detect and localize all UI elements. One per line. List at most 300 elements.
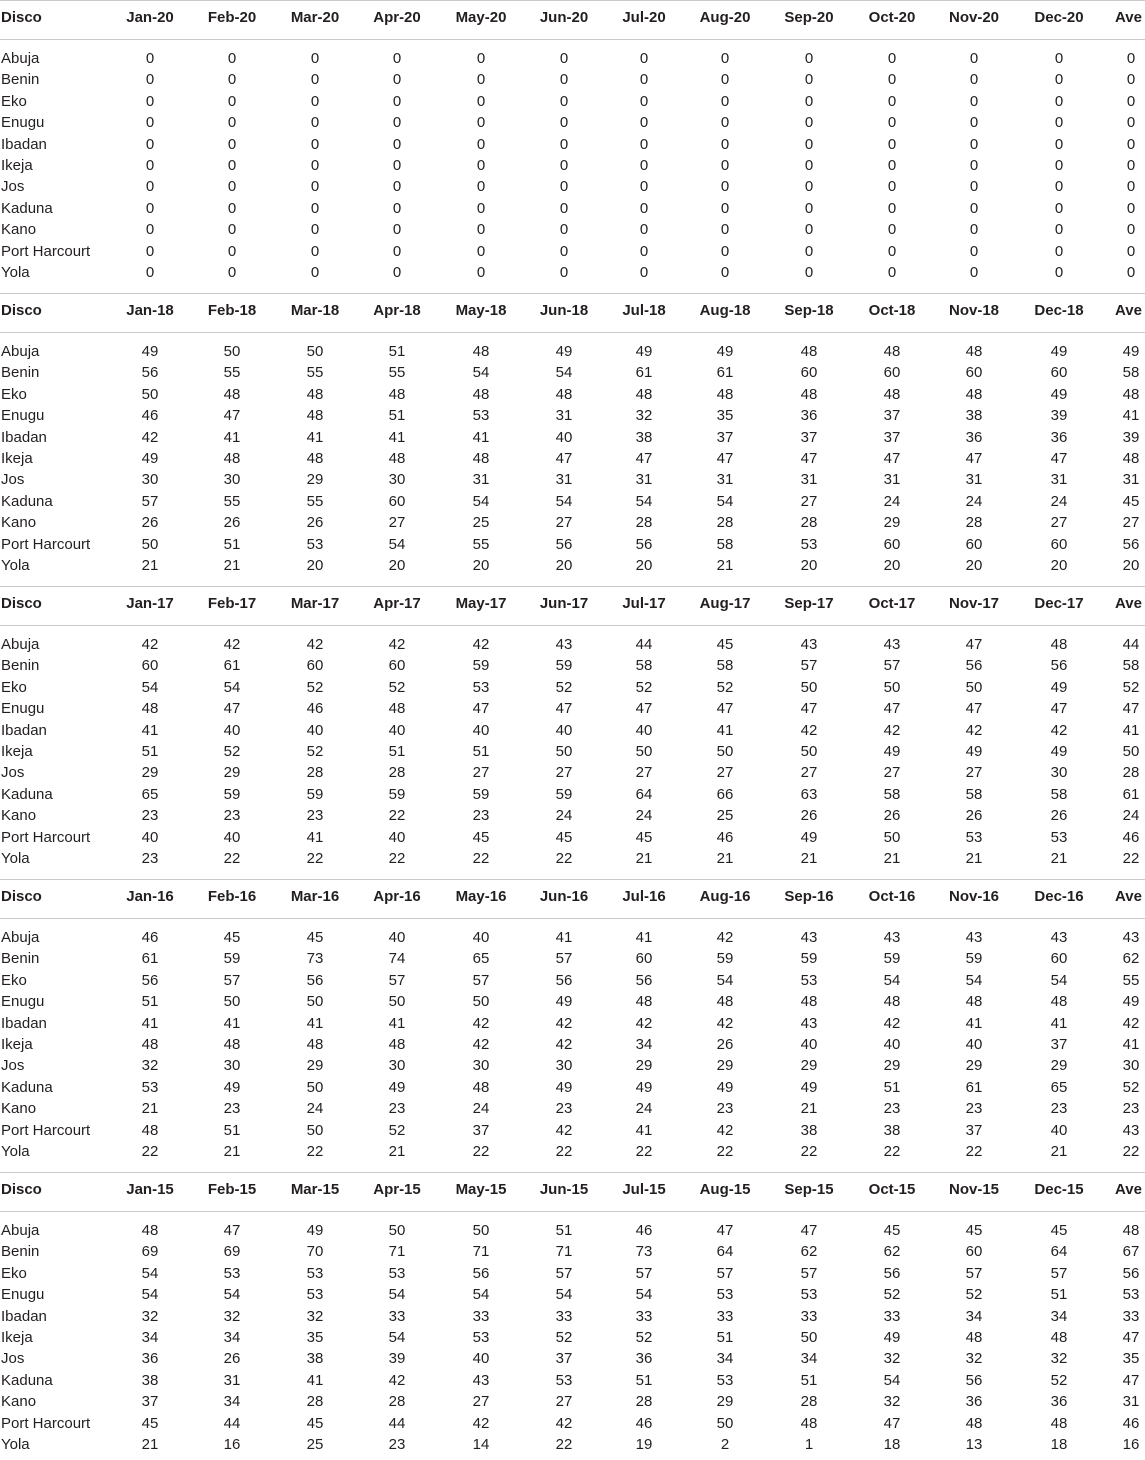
table-cell: 42 xyxy=(883,721,901,739)
column-header-month: Mar-16 xyxy=(290,888,340,905)
table-cell: 42 xyxy=(716,1121,734,1139)
table-cell-ave: 56 xyxy=(1122,535,1140,553)
table-cell: 42 xyxy=(555,1414,573,1432)
table-cell-ave: 0 xyxy=(1126,71,1136,89)
table-cell: 27 xyxy=(1050,514,1068,532)
table-cell: 33 xyxy=(883,1307,901,1325)
table-cell: 30 xyxy=(472,1057,490,1075)
table-cell: 57 xyxy=(388,971,406,989)
table-cell: 0 xyxy=(1054,114,1064,132)
table-cell: 49 xyxy=(223,1078,241,1096)
table-cell: 53 xyxy=(800,1286,818,1304)
table-cell: 57 xyxy=(555,1264,573,1282)
table-cell: 46 xyxy=(306,700,324,718)
table-cell: 36 xyxy=(1050,1393,1068,1411)
table-cell: 73 xyxy=(306,950,324,968)
table-cell: 41 xyxy=(306,1014,324,1032)
table-cell-ave: 42 xyxy=(1122,1014,1140,1032)
table-cell: 45 xyxy=(883,1222,901,1239)
table-cell: 61 xyxy=(223,657,241,675)
table-cell: 47 xyxy=(223,407,241,425)
table-cell: 31 xyxy=(1050,471,1068,489)
table-cell: 49 xyxy=(965,743,983,760)
table-cell: 53 xyxy=(388,1264,406,1282)
table-cell: 61 xyxy=(141,950,159,968)
table-cell: 53 xyxy=(223,1264,241,1282)
column-header-ave: Ave xyxy=(1115,888,1142,905)
table-cell: 54 xyxy=(883,1371,901,1389)
table-cell: 22 xyxy=(141,1143,159,1160)
column-header-month: Jan-16 xyxy=(126,888,174,905)
table-cell: 29 xyxy=(223,764,241,782)
table-cell: 30 xyxy=(388,471,406,489)
table-cell: 0 xyxy=(639,92,649,110)
table-cell: 56 xyxy=(472,1264,490,1282)
table-cell: 33 xyxy=(800,1307,818,1325)
table-cell: 0 xyxy=(145,50,155,67)
table-cell: 48 xyxy=(716,385,734,403)
column-header-month: Sep-20 xyxy=(784,9,834,26)
table-cell: 42 xyxy=(1050,721,1068,739)
table-cell: 0 xyxy=(804,242,814,260)
table-cell: 27 xyxy=(965,764,983,782)
table-cell: 0 xyxy=(559,71,569,89)
table-cell: 50 xyxy=(800,743,818,760)
table-cell: 60 xyxy=(635,950,653,968)
table-cell: 47 xyxy=(1050,450,1068,467)
column-header-month: May-17 xyxy=(455,595,507,612)
table-cell: 30 xyxy=(141,471,159,489)
table-cell: 41 xyxy=(141,1014,159,1032)
row-label-disco: Ibadan xyxy=(1,428,47,446)
table-cell: 53 xyxy=(716,1371,734,1389)
table-cell: 28 xyxy=(388,764,406,782)
table-cell-ave: 52 xyxy=(1122,678,1140,696)
table-cell: 0 xyxy=(639,114,649,132)
table-cell: 0 xyxy=(887,71,897,89)
table-cell: 48 xyxy=(555,385,573,403)
table-cell: 48 xyxy=(223,385,241,403)
table-cell: 48 xyxy=(472,343,490,360)
column-header-month: Oct-18 xyxy=(868,302,916,319)
table-cell: 45 xyxy=(472,828,490,846)
header-rule xyxy=(0,918,1145,919)
table-cell: 36 xyxy=(141,1350,159,1368)
table-cell: 61 xyxy=(635,364,653,382)
table-cell: 48 xyxy=(883,385,901,403)
table-cell: 0 xyxy=(720,92,730,110)
table-cell-ave: 47 xyxy=(1122,700,1140,718)
column-header-month: Nov-18 xyxy=(948,302,1000,319)
table-cell: 50 xyxy=(472,1222,490,1239)
table-cell: 43 xyxy=(472,1371,490,1389)
table-cell: 0 xyxy=(392,135,402,153)
column-header-month: Dec-17 xyxy=(1034,595,1084,612)
table-cell: 0 xyxy=(227,114,237,132)
table-cell: 48 xyxy=(141,1222,159,1239)
column-header-month: May-18 xyxy=(455,302,507,319)
table-cell-ave: 33 xyxy=(1122,1307,1140,1325)
table-cell: 47 xyxy=(716,450,734,467)
table-cell-ave: 35 xyxy=(1122,1350,1140,1368)
table-cell: 40 xyxy=(306,721,324,739)
column-header-month: Aug-15 xyxy=(699,1181,751,1198)
table-cell: 42 xyxy=(388,1371,406,1389)
table-cell: 60 xyxy=(141,657,159,675)
table-cell: 45 xyxy=(555,828,573,846)
table-cell: 57 xyxy=(141,492,159,510)
table-cell: 52 xyxy=(223,743,241,760)
table-cell: 23 xyxy=(965,1100,983,1118)
table-cell: 51 xyxy=(555,1222,573,1239)
table-cell: 54 xyxy=(635,492,653,510)
table-cell: 38 xyxy=(306,1350,324,1368)
table-cell: 45 xyxy=(306,929,324,946)
table-cell: 54 xyxy=(555,492,573,510)
table-cell: 52 xyxy=(635,1329,653,1346)
table-cell-ave: 45 xyxy=(1122,492,1140,510)
column-header-month: Mar-15 xyxy=(290,1181,340,1198)
table-cell: 0 xyxy=(969,135,979,153)
column-header-month: Mar-18 xyxy=(290,302,340,319)
column-header-month: Dec-16 xyxy=(1034,888,1084,905)
table-cell: 45 xyxy=(223,929,241,946)
table-cell-ave: 0 xyxy=(1126,114,1136,132)
row-label-disco: Eko xyxy=(1,678,27,696)
table-cell: 59 xyxy=(223,785,241,803)
table-cell: 0 xyxy=(559,114,569,132)
table-cell: 22 xyxy=(388,850,406,867)
table-cell: 40 xyxy=(472,721,490,739)
column-header-month: Mar-17 xyxy=(290,595,340,612)
column-header-month: May-16 xyxy=(455,888,507,905)
table-cell-ave: 61 xyxy=(1122,785,1140,803)
table-cell: 60 xyxy=(965,535,983,553)
table-cell: 0 xyxy=(969,199,979,217)
row-label-disco: Jos xyxy=(1,471,25,489)
table-cell: 27 xyxy=(388,514,406,532)
row-label-disco: Jos xyxy=(1,764,25,782)
table-cell: 23 xyxy=(1050,1100,1068,1118)
column-header-disco: Disco xyxy=(1,888,42,905)
column-header-disco: Disco xyxy=(1,302,42,319)
table-cell: 0 xyxy=(1054,71,1064,89)
table-cell: 37 xyxy=(800,428,818,446)
column-header-month: May-15 xyxy=(455,1181,507,1198)
table-cell: 53 xyxy=(716,1286,734,1304)
table-cell: 29 xyxy=(635,1057,653,1075)
table-cell: 0 xyxy=(145,157,155,174)
row-label-disco: Port Harcourt xyxy=(1,242,91,260)
table-cell: 51 xyxy=(223,1121,241,1139)
column-header-month: Jul-15 xyxy=(622,1181,666,1198)
table-cell-ave: 47 xyxy=(1122,1371,1140,1389)
table-cell: 51 xyxy=(388,743,406,760)
table-cell: 0 xyxy=(145,71,155,89)
table-cell: 0 xyxy=(559,178,569,196)
column-header-month: Aug-18 xyxy=(699,302,751,319)
table-cell: 34 xyxy=(223,1393,241,1411)
table-cell: 54 xyxy=(965,971,983,989)
table-cell: 53 xyxy=(306,1286,324,1304)
column-header-month: Jun-17 xyxy=(539,595,589,612)
table-cell: 25 xyxy=(306,1436,324,1453)
table-cell-ave: 22 xyxy=(1122,850,1140,867)
table-cell: 47 xyxy=(800,450,818,467)
table-cell: 57 xyxy=(223,971,241,989)
table-cell: 48 xyxy=(223,450,241,467)
table-cell: 20 xyxy=(555,557,573,574)
row-label-disco: Kaduna xyxy=(1,199,53,217)
table-cell: 24 xyxy=(1050,492,1068,510)
table-cell: 26 xyxy=(223,514,241,532)
table-cell: 54 xyxy=(555,364,573,382)
table-cell: 0 xyxy=(639,157,649,174)
table-cell: 0 xyxy=(804,50,814,67)
section-top-rule xyxy=(0,1172,1145,1173)
table-cell: 64 xyxy=(1050,1243,1068,1261)
table-cell: 0 xyxy=(887,242,897,260)
table-cell: 0 xyxy=(476,264,486,281)
table-cell: 59 xyxy=(965,950,983,968)
table-cell: 0 xyxy=(392,199,402,217)
column-header-month: Dec-18 xyxy=(1034,302,1084,319)
row-label-disco: Yola xyxy=(1,1143,30,1160)
table-section-2017 xyxy=(0,594,1145,874)
table-cell: 45 xyxy=(965,1222,983,1239)
row-label-disco: Enugu xyxy=(1,407,45,425)
column-header-ave: Ave xyxy=(1115,1181,1142,1198)
table-cell: 20 xyxy=(388,557,406,574)
table-cell: 0 xyxy=(639,264,649,281)
table-cell: 53 xyxy=(965,828,983,846)
table-cell: 52 xyxy=(306,743,324,760)
table-cell: 52 xyxy=(883,1286,901,1304)
table-cell: 27 xyxy=(472,764,490,782)
table-cell: 48 xyxy=(800,385,818,403)
table-cell: 50 xyxy=(716,1414,734,1432)
table-cell: 70 xyxy=(306,1243,324,1261)
table-cell: 32 xyxy=(306,1307,324,1325)
table-cell: 57 xyxy=(716,1264,734,1282)
table-cell: 50 xyxy=(223,993,241,1011)
table-cell: 47 xyxy=(883,1414,901,1432)
table-cell: 61 xyxy=(965,1078,983,1096)
table-cell: 52 xyxy=(388,1121,406,1139)
table-cell: 22 xyxy=(883,1143,901,1160)
table-cell-ave: 0 xyxy=(1126,178,1136,196)
table-cell: 50 xyxy=(555,743,573,760)
column-header-month: Jan-18 xyxy=(126,302,174,319)
table-cell: 0 xyxy=(1054,178,1064,196)
table-cell: 22 xyxy=(555,1436,573,1453)
table-cell: 0 xyxy=(145,221,155,239)
table-cell: 26 xyxy=(716,1036,734,1053)
table-cell: 59 xyxy=(555,785,573,803)
column-header-month: Nov-16 xyxy=(948,888,1000,905)
table-cell: 23 xyxy=(388,1436,406,1453)
section-top-rule xyxy=(0,293,1145,294)
table-cell: 0 xyxy=(476,221,486,239)
column-header-month: Nov-17 xyxy=(948,595,1000,612)
table-cell: 36 xyxy=(965,428,983,446)
table-cell: 36 xyxy=(635,1350,653,1368)
table-cell: 0 xyxy=(392,178,402,196)
table-cell: 41 xyxy=(635,1121,653,1139)
table-section-2015 xyxy=(0,1180,1145,1460)
table-cell: 48 xyxy=(883,343,901,360)
table-cell: 60 xyxy=(388,492,406,510)
column-header-month: Apr-16 xyxy=(373,888,421,905)
table-cell: 21 xyxy=(388,1143,406,1160)
table-cell: 74 xyxy=(388,950,406,968)
table-cell-ave: 48 xyxy=(1122,385,1140,403)
table-cell: 23 xyxy=(306,807,324,825)
table-cell: 0 xyxy=(559,264,569,281)
table-cell: 32 xyxy=(883,1350,901,1368)
table-cell: 48 xyxy=(1050,993,1068,1011)
table-cell: 0 xyxy=(969,92,979,110)
table-cell-ave: 0 xyxy=(1126,221,1136,239)
table-cell: 43 xyxy=(1050,929,1068,946)
table-cell: 40 xyxy=(223,721,241,739)
table-cell: 40 xyxy=(555,428,573,446)
table-cell: 0 xyxy=(720,221,730,239)
table-cell: 50 xyxy=(472,993,490,1011)
table-cell: 59 xyxy=(883,950,901,968)
table-cell: 33 xyxy=(635,1307,653,1325)
table-cell: 48 xyxy=(883,993,901,1011)
table-cell: 37 xyxy=(472,1121,490,1139)
table-cell: 48 xyxy=(306,407,324,425)
column-header-month: Sep-16 xyxy=(784,888,834,905)
table-cell: 55 xyxy=(223,364,241,382)
table-cell: 55 xyxy=(388,364,406,382)
table-cell: 0 xyxy=(145,114,155,132)
table-cell-ave: 0 xyxy=(1126,242,1136,260)
table-cell: 42 xyxy=(800,721,818,739)
row-label-disco: Yola xyxy=(1,264,30,281)
table-cell: 0 xyxy=(720,242,730,260)
column-header-month: Oct-17 xyxy=(868,595,916,612)
table-cell-ave: 31 xyxy=(1122,471,1140,489)
table-cell: 24 xyxy=(965,492,983,510)
table-cell: 40 xyxy=(141,828,159,846)
header-rule xyxy=(0,39,1145,40)
table-cell: 41 xyxy=(306,1371,324,1389)
table-cell: 56 xyxy=(883,1264,901,1282)
table-cell: 49 xyxy=(141,450,159,467)
column-header-month: Jul-17 xyxy=(622,595,666,612)
row-label-disco: Ikeja xyxy=(1,1036,33,1053)
table-cell: 49 xyxy=(883,743,901,760)
table-cell: 51 xyxy=(141,993,159,1011)
table-cell: 55 xyxy=(306,364,324,382)
table-cell: 36 xyxy=(1050,428,1068,446)
table-cell: 22 xyxy=(472,850,490,867)
table-cell: 22 xyxy=(388,807,406,825)
table-cell: 45 xyxy=(716,636,734,653)
table-cell: 28 xyxy=(800,514,818,532)
table-cell: 0 xyxy=(227,135,237,153)
table-cell: 27 xyxy=(716,764,734,782)
table-cell: 42 xyxy=(141,428,159,446)
table-cell: 27 xyxy=(800,764,818,782)
column-header-month: Feb-15 xyxy=(207,1181,257,1198)
table-cell: 31 xyxy=(883,471,901,489)
table-cell: 64 xyxy=(716,1243,734,1261)
table-cell: 42 xyxy=(472,1036,490,1053)
table-cell: 21 xyxy=(141,1100,159,1118)
table-cell-ave: 46 xyxy=(1122,1414,1140,1432)
table-cell: 57 xyxy=(1050,1264,1068,1282)
table-cell: 22 xyxy=(800,1143,818,1160)
table-cell: 41 xyxy=(716,721,734,739)
table-cell: 46 xyxy=(716,828,734,846)
table-cell: 56 xyxy=(141,971,159,989)
table-cell: 53 xyxy=(306,1264,324,1282)
table-cell: 59 xyxy=(716,950,734,968)
table-cell: 21 xyxy=(1050,850,1068,867)
table-cell: 33 xyxy=(472,1307,490,1325)
column-header-month: Jun-16 xyxy=(539,888,589,905)
table-cell: 53 xyxy=(472,407,490,425)
table-cell: 57 xyxy=(472,971,490,989)
row-label-disco: Ikeja xyxy=(1,743,33,760)
table-cell: 35 xyxy=(716,407,734,425)
table-cell: 21 xyxy=(223,557,241,574)
table-cell: 0 xyxy=(227,264,237,281)
row-label-disco: Jos xyxy=(1,1350,25,1368)
table-cell-ave: 62 xyxy=(1122,950,1140,968)
table-cell: 50 xyxy=(223,343,241,360)
table-cell: 0 xyxy=(887,157,897,174)
table-cell: 0 xyxy=(639,50,649,67)
table-cell: 0 xyxy=(227,92,237,110)
table-cell: 64 xyxy=(635,785,653,803)
table-cell: 51 xyxy=(388,343,406,360)
table-cell: 69 xyxy=(141,1243,159,1261)
table-cell: 48 xyxy=(716,993,734,1011)
table-cell: 45 xyxy=(635,828,653,846)
table-cell: 0 xyxy=(559,199,569,217)
table-cell: 42 xyxy=(306,636,324,653)
column-header-month: Jul-18 xyxy=(622,302,666,319)
table-cell: 53 xyxy=(1050,828,1068,846)
table-cell: 56 xyxy=(555,535,573,553)
table-cell: 31 xyxy=(635,471,653,489)
table-cell: 47 xyxy=(555,450,573,467)
column-header-month: Apr-20 xyxy=(373,9,421,26)
column-header-ave: Ave xyxy=(1115,595,1142,612)
table-cell: 0 xyxy=(392,221,402,239)
table-cell: 40 xyxy=(388,828,406,846)
table-cell: 30 xyxy=(555,1057,573,1075)
table-cell: 66 xyxy=(716,785,734,803)
table-cell: 0 xyxy=(227,50,237,67)
table-cell: 0 xyxy=(887,264,897,281)
table-cell: 18 xyxy=(883,1436,901,1453)
table-cell: 0 xyxy=(1054,92,1064,110)
table-cell-ave: 39 xyxy=(1122,428,1140,446)
table-cell: 59 xyxy=(472,785,490,803)
table-cell: 21 xyxy=(1050,1143,1068,1160)
table-cell-ave: 0 xyxy=(1126,264,1136,281)
table-cell: 40 xyxy=(555,721,573,739)
table-cell: 38 xyxy=(800,1121,818,1139)
table-cell: 0 xyxy=(720,264,730,281)
table-cell: 30 xyxy=(1050,764,1068,782)
